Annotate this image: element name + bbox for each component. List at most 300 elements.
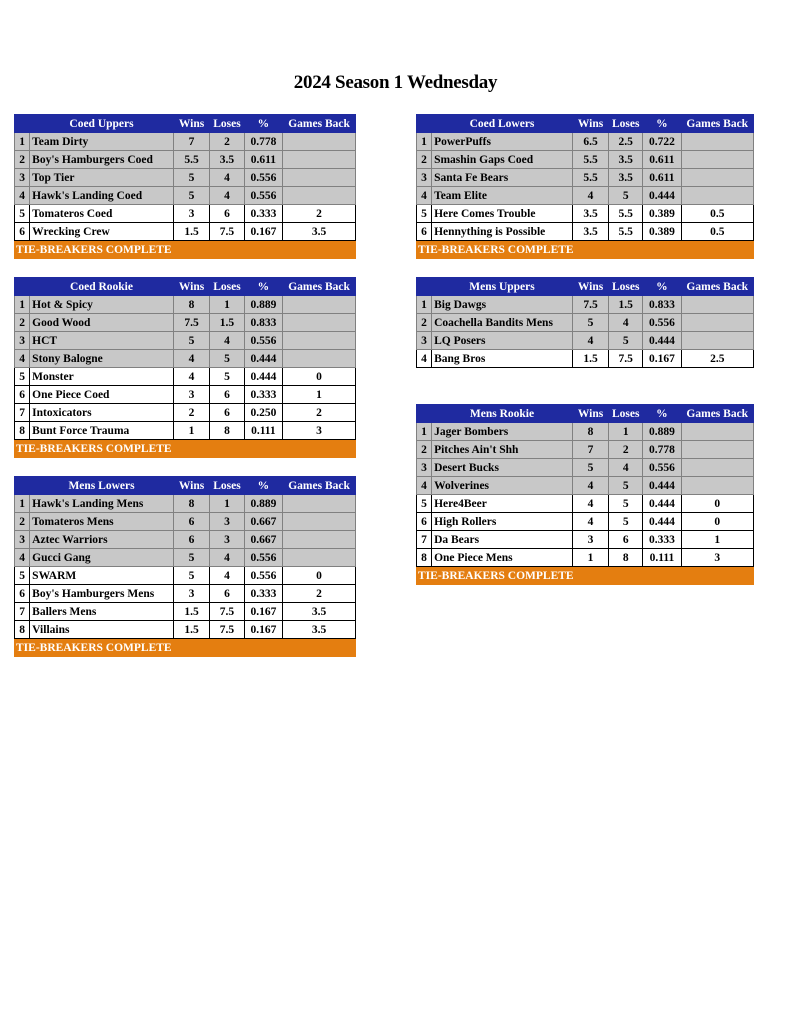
games-back-value: 0 xyxy=(283,368,356,386)
games-back-value xyxy=(283,296,356,314)
team-name: Desert Bucks xyxy=(432,459,573,477)
team-name: Big Dawgs xyxy=(432,296,573,314)
team-rank: 8 xyxy=(15,422,30,440)
pct-value: 0.889 xyxy=(643,423,681,441)
wins-value: 5 xyxy=(572,459,608,477)
pct-value: 0.167 xyxy=(244,621,282,639)
wins-value: 5 xyxy=(173,567,209,585)
wins-value: 6 xyxy=(173,531,209,549)
wins-value: 2 xyxy=(173,404,209,422)
table-row xyxy=(417,223,754,241)
team-rank: 1 xyxy=(417,423,432,441)
team-name: High Rollers xyxy=(432,513,573,531)
wins-value: 3 xyxy=(173,205,209,223)
games-back-value: 0 xyxy=(681,495,753,513)
wins-value: 5.5 xyxy=(173,151,209,169)
table-header-row xyxy=(15,115,356,133)
team-rank: 3 xyxy=(417,169,432,187)
loses-value: 8 xyxy=(210,422,244,440)
games-back-value xyxy=(681,169,753,187)
wins-value: 7 xyxy=(173,133,209,151)
wins-header: Wins xyxy=(173,278,209,296)
games-back-value xyxy=(283,513,356,531)
pct-value: 0.722 xyxy=(643,133,681,151)
table-row xyxy=(15,314,356,332)
games-back-value: 0.5 xyxy=(681,205,753,223)
games-back-value xyxy=(681,151,753,169)
wins-value: 8 xyxy=(173,495,209,513)
page-title: 2024 Season 1 Wednesday xyxy=(293,72,498,93)
pct-value: 0.250 xyxy=(244,404,282,422)
team-name: Monster xyxy=(30,368,174,386)
team-rank: 6 xyxy=(417,223,432,241)
games-back-value: 3.5 xyxy=(283,223,356,241)
tiebreaker-row xyxy=(417,241,754,259)
table-row xyxy=(417,151,754,169)
games-back-header: Games Back xyxy=(681,115,753,133)
pct-value: 0.556 xyxy=(244,332,282,350)
team-rank: 5 xyxy=(15,567,30,585)
team-rank: 2 xyxy=(417,151,432,169)
loses-header: Loses xyxy=(609,405,643,423)
rank-header xyxy=(15,278,30,296)
tiebreaker-banner: TIE-BREAKERS COMPLETE xyxy=(15,440,356,458)
wins-value: 3 xyxy=(173,585,209,603)
table-row xyxy=(417,169,754,187)
pct-value: 0.556 xyxy=(244,567,282,585)
team-rank: 8 xyxy=(417,549,432,567)
team-rank: 4 xyxy=(417,477,432,495)
pct-value: 0.889 xyxy=(244,495,282,513)
team-name: Boy's Hamburgers Mens xyxy=(30,585,174,603)
standings-table-mens-lowers xyxy=(14,476,356,657)
team-name: Bunt Force Trauma xyxy=(30,422,174,440)
table-row xyxy=(15,513,356,531)
rank-header xyxy=(15,477,30,495)
loses-value: 5.5 xyxy=(609,223,643,241)
pct-header: % xyxy=(244,278,282,296)
table-header-row xyxy=(15,278,356,296)
team-rank: 7 xyxy=(15,404,30,422)
games-back-value: 3.5 xyxy=(283,603,356,621)
rank-header xyxy=(15,115,30,133)
loses-value: 5.5 xyxy=(609,205,643,223)
pct-value: 0.833 xyxy=(244,314,282,332)
pct-value: 0.111 xyxy=(244,422,282,440)
loses-value: 8 xyxy=(609,549,643,567)
table-row xyxy=(15,187,356,205)
games-back-value xyxy=(283,549,356,567)
team-rank: 7 xyxy=(417,531,432,549)
table-row xyxy=(417,296,754,314)
pct-value: 0.778 xyxy=(244,133,282,151)
standings-table-mens-rookie xyxy=(416,404,754,585)
loses-value: 2.5 xyxy=(609,133,643,151)
wins-value: 4 xyxy=(173,368,209,386)
pct-value: 0.444 xyxy=(643,332,681,350)
loses-value: 5 xyxy=(609,495,643,513)
games-back-value: 0.5 xyxy=(681,223,753,241)
team-name: Good Wood xyxy=(30,314,174,332)
pct-value: 0.444 xyxy=(244,368,282,386)
tiebreaker-row xyxy=(15,639,356,657)
team-name: Here Comes Trouble xyxy=(432,205,573,223)
pct-value: 0.556 xyxy=(643,314,681,332)
table-header-row xyxy=(417,278,754,296)
team-name: Wolverines xyxy=(432,477,573,495)
division-name: Mens Rookie xyxy=(432,405,573,423)
wins-value: 1 xyxy=(572,549,608,567)
games-back-value: 0 xyxy=(681,513,753,531)
team-rank: 4 xyxy=(417,350,432,368)
wins-value: 1.5 xyxy=(173,603,209,621)
loses-value: 4 xyxy=(210,549,244,567)
rank-header xyxy=(417,115,432,133)
tiebreaker-row xyxy=(15,440,356,458)
standings-table-mens-uppers xyxy=(416,277,754,368)
wins-value: 3 xyxy=(173,386,209,404)
wins-value: 7.5 xyxy=(173,314,209,332)
loses-value: 6 xyxy=(210,404,244,422)
tiebreaker-banner: TIE-BREAKERS COMPLETE xyxy=(15,241,356,259)
wins-value: 3 xyxy=(572,531,608,549)
games-back-header: Games Back xyxy=(681,405,753,423)
pct-header: % xyxy=(643,278,681,296)
rank-header xyxy=(417,278,432,296)
team-name: Top Tier xyxy=(30,169,174,187)
games-back-value xyxy=(681,441,753,459)
team-name: Villains xyxy=(30,621,174,639)
loses-value: 4 xyxy=(210,169,244,187)
pct-value: 0.333 xyxy=(244,386,282,404)
loses-header: Loses xyxy=(210,477,244,495)
pct-value: 0.444 xyxy=(643,187,681,205)
team-name: Team Elite xyxy=(432,187,573,205)
wins-value: 5.5 xyxy=(572,151,608,169)
pct-value: 0.444 xyxy=(643,477,681,495)
games-back-value xyxy=(681,477,753,495)
wins-value: 5 xyxy=(173,549,209,567)
table-row xyxy=(417,314,754,332)
pct-value: 0.389 xyxy=(643,205,681,223)
table-row xyxy=(15,621,356,639)
table-row xyxy=(15,386,356,404)
team-name: Bang Bros xyxy=(432,350,573,368)
pct-value: 0.389 xyxy=(643,223,681,241)
wins-value: 3.5 xyxy=(572,205,608,223)
loses-value: 3.5 xyxy=(609,151,643,169)
table-row xyxy=(15,169,356,187)
wins-value: 4 xyxy=(173,350,209,368)
table-row xyxy=(15,205,356,223)
table-header-row xyxy=(417,115,754,133)
loses-value: 1 xyxy=(210,495,244,513)
games-back-value xyxy=(681,133,753,151)
standings-table-coed-lowers xyxy=(416,114,754,259)
loses-value: 6 xyxy=(609,531,643,549)
table-header-row xyxy=(15,477,356,495)
loses-value: 7.5 xyxy=(210,223,244,241)
loses-value: 6 xyxy=(210,386,244,404)
team-name: Tomateros Coed xyxy=(30,205,174,223)
team-name: Pitches Ain't Shh xyxy=(432,441,573,459)
team-name: Intoxicators xyxy=(30,404,174,422)
table-row xyxy=(417,133,754,151)
games-back-value xyxy=(283,350,356,368)
games-back-header: Games Back xyxy=(283,278,356,296)
team-name: Gucci Gang xyxy=(30,549,174,567)
table-row xyxy=(15,549,356,567)
team-name: SWARM xyxy=(30,567,174,585)
team-name: Hot & Spicy xyxy=(30,296,174,314)
tiebreaker-banner: TIE-BREAKERS COMPLETE xyxy=(417,567,754,585)
table-row xyxy=(417,187,754,205)
loses-value: 4 xyxy=(210,187,244,205)
team-name: Boy's Hamburgers Coed xyxy=(30,151,174,169)
team-rank: 1 xyxy=(15,495,30,513)
wins-value: 8 xyxy=(173,296,209,314)
games-back-header: Games Back xyxy=(681,278,753,296)
team-rank: 4 xyxy=(15,549,30,567)
loses-value: 7.5 xyxy=(210,621,244,639)
team-rank: 6 xyxy=(15,585,30,603)
wins-value: 1.5 xyxy=(572,350,608,368)
table-row xyxy=(15,603,356,621)
team-rank: 2 xyxy=(417,441,432,459)
pct-value: 0.333 xyxy=(643,531,681,549)
wins-value: 4 xyxy=(572,477,608,495)
team-rank: 2 xyxy=(417,314,432,332)
table-row xyxy=(15,495,356,513)
games-back-value xyxy=(283,314,356,332)
games-back-value xyxy=(283,169,356,187)
table-row xyxy=(15,422,356,440)
wins-value: 7.5 xyxy=(572,296,608,314)
pct-value: 0.611 xyxy=(643,151,681,169)
team-name: Hawk's Landing Coed xyxy=(30,187,174,205)
rank-header xyxy=(417,405,432,423)
team-rank: 7 xyxy=(15,603,30,621)
table-row xyxy=(417,332,754,350)
table-header-row xyxy=(417,405,754,423)
pct-value: 0.333 xyxy=(244,205,282,223)
loses-value: 1.5 xyxy=(210,314,244,332)
division-name: Mens Uppers xyxy=(432,278,573,296)
team-name: Santa Fe Bears xyxy=(432,169,573,187)
team-name: One Piece Coed xyxy=(30,386,174,404)
games-back-header: Games Back xyxy=(283,115,356,133)
loses-value: 4 xyxy=(609,459,643,477)
team-rank: 2 xyxy=(15,314,30,332)
table-row xyxy=(417,513,754,531)
division-name: Coed Lowers xyxy=(432,115,573,133)
pct-value: 0.444 xyxy=(643,495,681,513)
games-back-header: Games Back xyxy=(283,477,356,495)
loses-header: Loses xyxy=(210,278,244,296)
team-rank: 1 xyxy=(417,296,432,314)
wins-header: Wins xyxy=(173,115,209,133)
loses-value: 1 xyxy=(609,423,643,441)
team-name: Ballers Mens xyxy=(30,603,174,621)
pct-value: 0.667 xyxy=(244,531,282,549)
pct-value: 0.444 xyxy=(244,350,282,368)
loses-value: 2 xyxy=(210,133,244,151)
loses-value: 1.5 xyxy=(609,296,643,314)
pct-value: 0.611 xyxy=(244,151,282,169)
team-rank: 3 xyxy=(15,332,30,350)
loses-header: Loses xyxy=(210,115,244,133)
table-row xyxy=(15,223,356,241)
pct-value: 0.556 xyxy=(244,187,282,205)
games-back-value: 3 xyxy=(283,422,356,440)
team-rank: 5 xyxy=(15,205,30,223)
pct-value: 0.556 xyxy=(244,549,282,567)
team-rank: 8 xyxy=(15,621,30,639)
loses-value: 3.5 xyxy=(609,169,643,187)
team-rank: 3 xyxy=(15,169,30,187)
games-back-value xyxy=(283,495,356,513)
table-row xyxy=(15,133,356,151)
pct-value: 0.444 xyxy=(643,513,681,531)
table-row xyxy=(15,368,356,386)
team-name: Coachella Bandits Mens xyxy=(432,314,573,332)
pct-value: 0.333 xyxy=(244,585,282,603)
games-back-value: 2 xyxy=(283,404,356,422)
wins-value: 4 xyxy=(572,513,608,531)
team-rank: 6 xyxy=(417,513,432,531)
loses-value: 6 xyxy=(210,205,244,223)
team-name: Hennything is Possible xyxy=(432,223,573,241)
games-back-value: 0 xyxy=(283,567,356,585)
standings-table-coed-rookie xyxy=(14,277,356,458)
games-back-value xyxy=(283,187,356,205)
pct-header: % xyxy=(643,115,681,133)
team-rank: 4 xyxy=(15,187,30,205)
wins-value: 5.5 xyxy=(572,169,608,187)
table-row xyxy=(15,332,356,350)
wins-header: Wins xyxy=(173,477,209,495)
tiebreaker-banner: TIE-BREAKERS COMPLETE xyxy=(15,639,356,657)
team-name: One Piece Mens xyxy=(432,549,573,567)
games-back-value xyxy=(283,531,356,549)
games-back-value: 2.5 xyxy=(681,350,753,368)
table-row xyxy=(15,567,356,585)
wins-value: 4 xyxy=(572,495,608,513)
games-back-value xyxy=(283,133,356,151)
division-name: Coed Rookie xyxy=(30,278,174,296)
pct-value: 0.833 xyxy=(643,296,681,314)
pct-header: % xyxy=(244,115,282,133)
loses-value: 5 xyxy=(210,350,244,368)
loses-value: 6 xyxy=(210,585,244,603)
loses-value: 2 xyxy=(609,441,643,459)
loses-value: 1 xyxy=(210,296,244,314)
loses-value: 7.5 xyxy=(609,350,643,368)
tiebreaker-row xyxy=(15,241,356,259)
team-rank: 5 xyxy=(417,205,432,223)
games-back-value xyxy=(681,314,753,332)
pct-value: 0.111 xyxy=(643,549,681,567)
pct-value: 0.556 xyxy=(643,459,681,477)
wins-value: 5 xyxy=(173,187,209,205)
table-row xyxy=(417,350,754,368)
pct-header: % xyxy=(244,477,282,495)
loses-value: 5 xyxy=(609,332,643,350)
table-row xyxy=(417,459,754,477)
team-name: Jager Bombers xyxy=(432,423,573,441)
pct-value: 0.556 xyxy=(244,169,282,187)
loses-value: 4 xyxy=(609,314,643,332)
loses-value: 5 xyxy=(609,187,643,205)
team-rank: 1 xyxy=(417,133,432,151)
table-row xyxy=(15,585,356,603)
standings-table-coed-uppers xyxy=(14,114,356,259)
loses-value: 3 xyxy=(210,531,244,549)
wins-value: 8 xyxy=(572,423,608,441)
team-rank: 3 xyxy=(417,459,432,477)
wins-value: 5 xyxy=(572,314,608,332)
wins-header: Wins xyxy=(572,405,608,423)
games-back-value xyxy=(283,332,356,350)
pct-value: 0.667 xyxy=(244,513,282,531)
tiebreaker-banner: TIE-BREAKERS COMPLETE xyxy=(417,241,754,259)
table-row xyxy=(15,404,356,422)
games-back-value xyxy=(681,187,753,205)
wins-value: 5 xyxy=(173,169,209,187)
wins-value: 4 xyxy=(572,187,608,205)
games-back-value: 3.5 xyxy=(283,621,356,639)
games-back-value xyxy=(283,151,356,169)
wins-value: 7 xyxy=(572,441,608,459)
table-row xyxy=(417,205,754,223)
team-rank: 2 xyxy=(15,513,30,531)
games-back-value xyxy=(681,423,753,441)
team-name: PowerPuffs xyxy=(432,133,573,151)
games-back-value: 1 xyxy=(283,386,356,404)
wins-value: 6.5 xyxy=(572,133,608,151)
team-rank: 4 xyxy=(15,350,30,368)
team-name: Tomateros Mens xyxy=(30,513,174,531)
table-row xyxy=(15,151,356,169)
pct-value: 0.778 xyxy=(643,441,681,459)
team-name: Here4Beer xyxy=(432,495,573,513)
table-row xyxy=(15,350,356,368)
team-name: LQ Posers xyxy=(432,332,573,350)
team-rank: 6 xyxy=(15,386,30,404)
wins-value: 6 xyxy=(173,513,209,531)
wins-value: 5 xyxy=(173,332,209,350)
team-rank: 5 xyxy=(417,495,432,513)
games-back-value: 3 xyxy=(681,549,753,567)
wins-value: 3.5 xyxy=(572,223,608,241)
wins-value: 4 xyxy=(572,332,608,350)
wins-header: Wins xyxy=(572,278,608,296)
loses-value: 5 xyxy=(609,477,643,495)
table-row xyxy=(417,477,754,495)
games-back-value: 2 xyxy=(283,585,356,603)
wins-value: 1 xyxy=(173,422,209,440)
team-name: Smashin Gaps Coed xyxy=(432,151,573,169)
games-back-value xyxy=(681,332,753,350)
table-row xyxy=(417,441,754,459)
team-name: HCT xyxy=(30,332,174,350)
team-rank: 4 xyxy=(417,187,432,205)
loses-value: 4 xyxy=(210,567,244,585)
loses-value: 5 xyxy=(609,513,643,531)
games-back-value xyxy=(681,459,753,477)
team-rank: 2 xyxy=(15,151,30,169)
team-name: Stony Balogne xyxy=(30,350,174,368)
